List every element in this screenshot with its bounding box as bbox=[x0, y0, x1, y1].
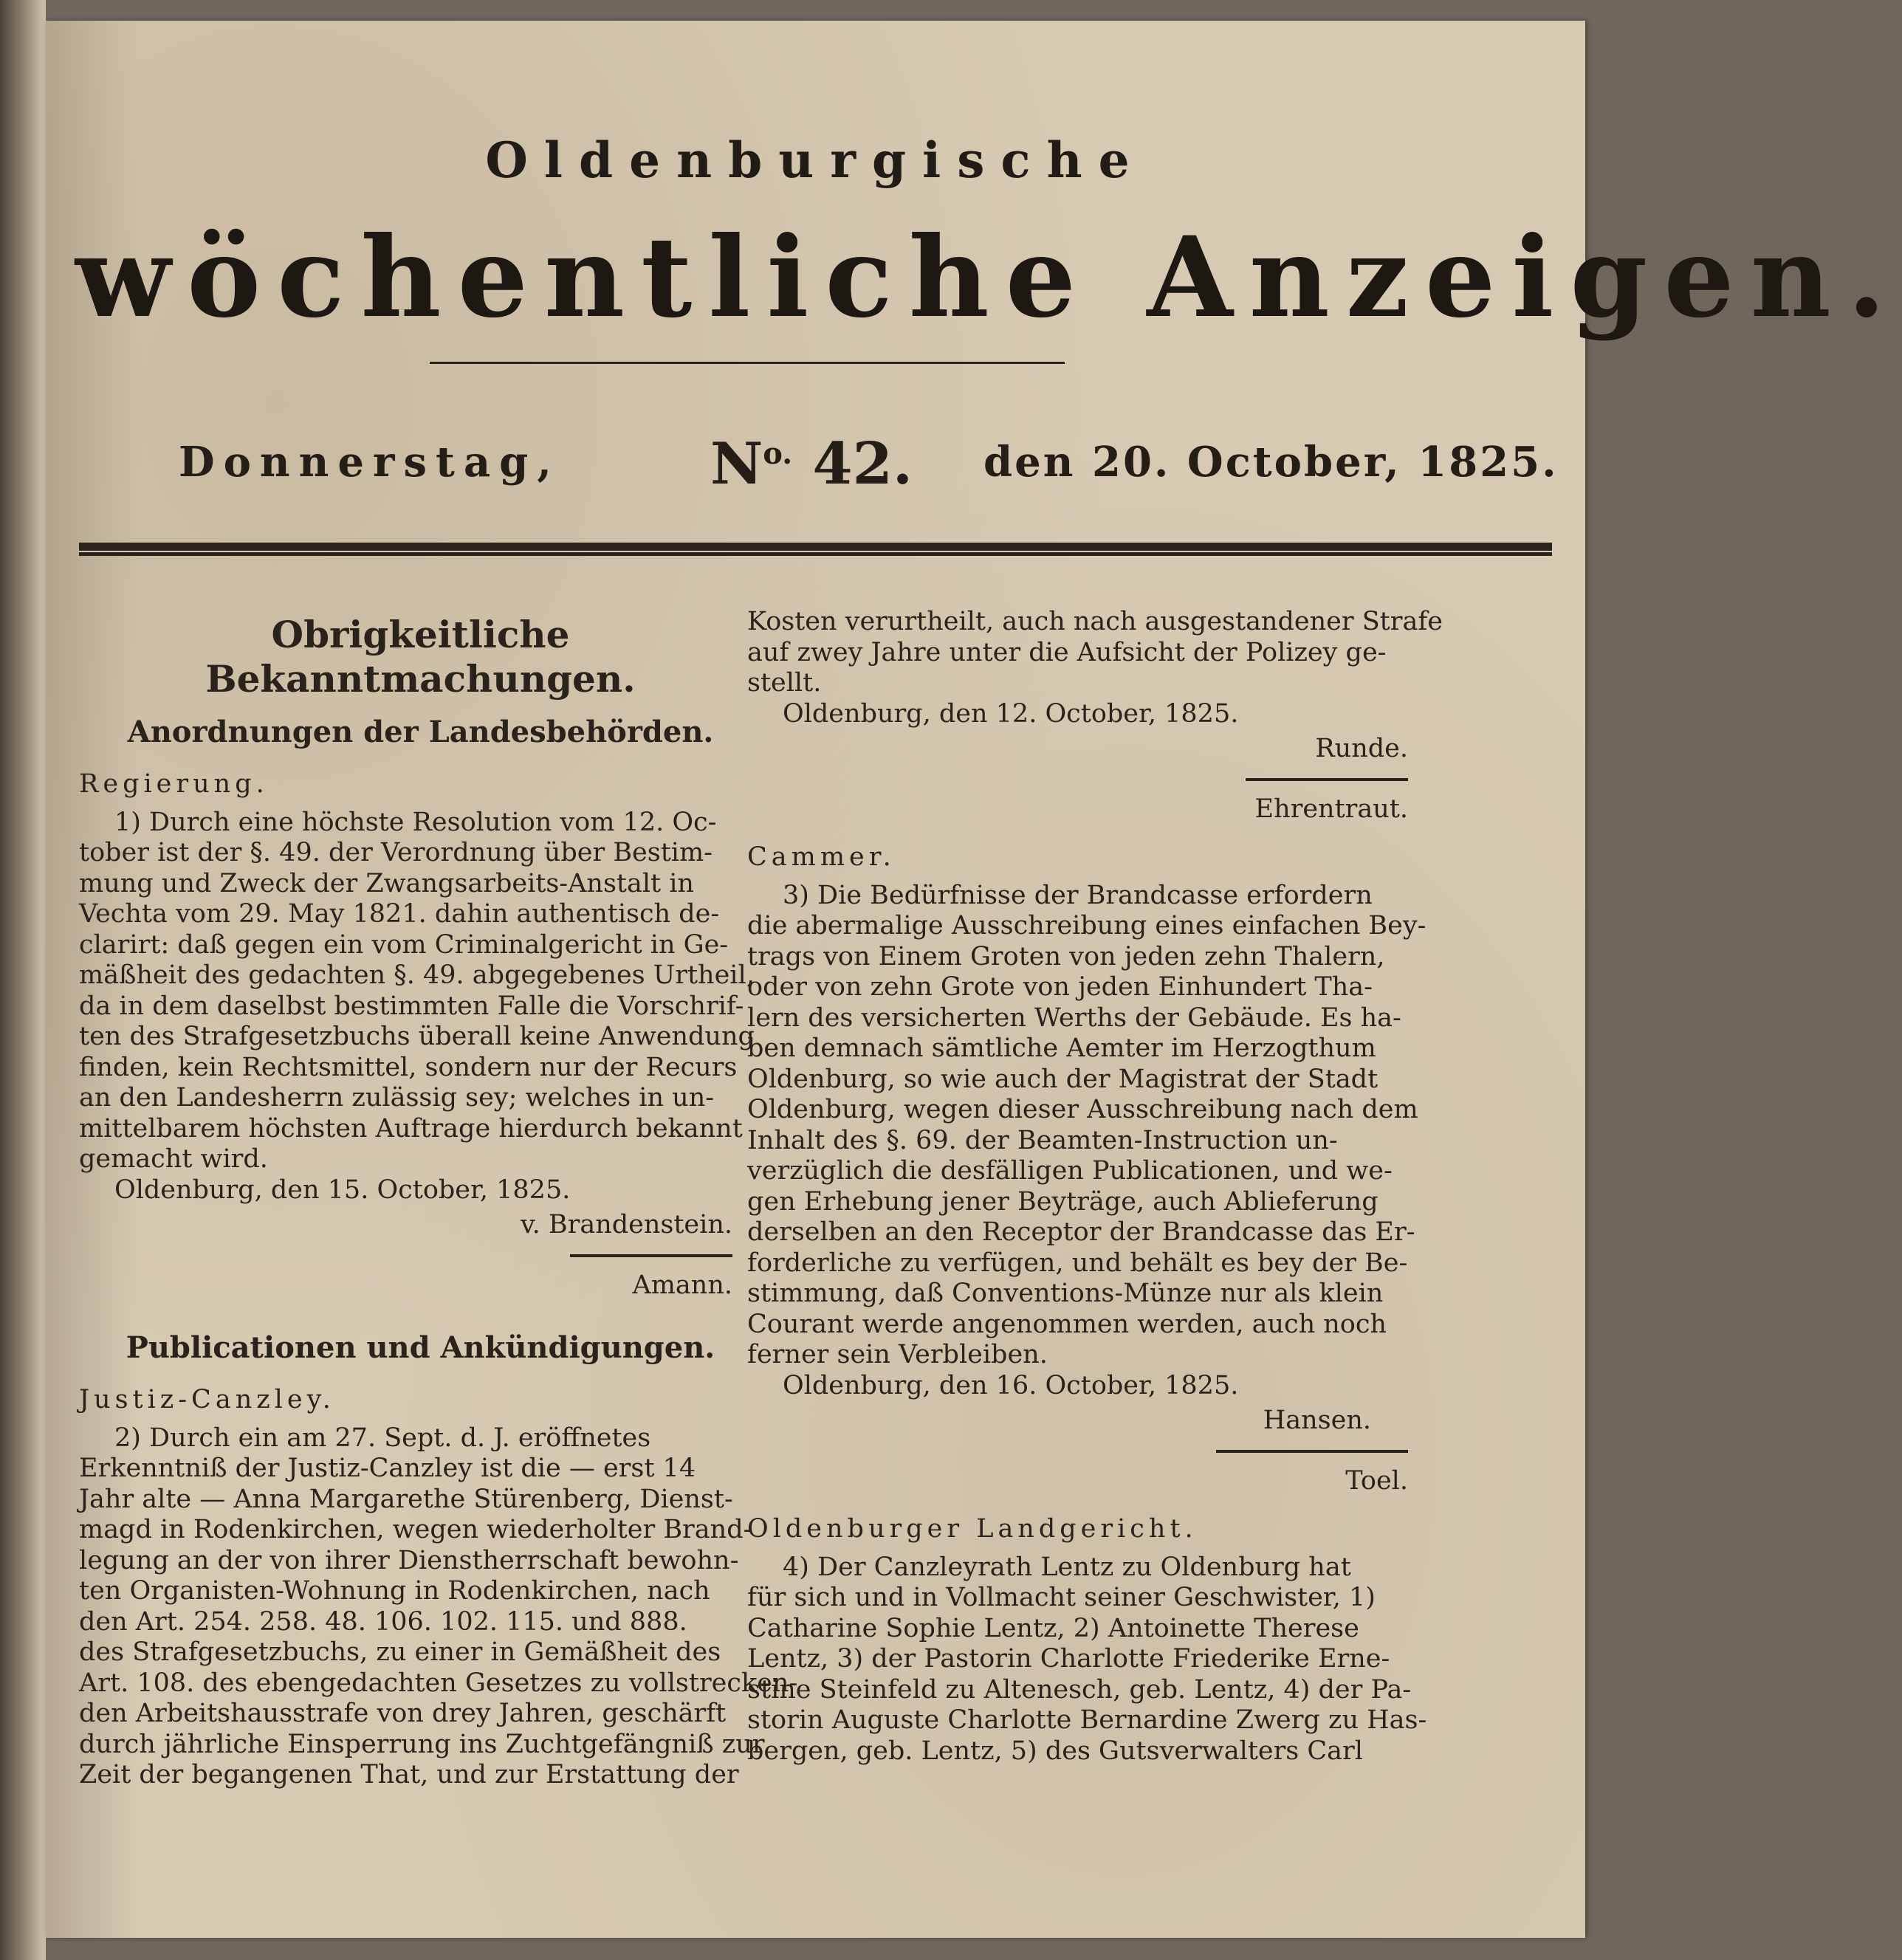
text-line: Art. 108. des ebengedachten Gesetzes zu vollstrecken- bbox=[79, 1668, 798, 1698]
text-line: den Arbeitshausstrafe von drey Jahren, geschärft bbox=[79, 1699, 727, 1728]
issue-number bbox=[710, 430, 913, 498]
notice-1 bbox=[79, 808, 762, 1206]
issue-sup: o. bbox=[763, 436, 793, 471]
signature-hansen: Hansen. bbox=[1263, 1406, 1371, 1435]
text-line: trags von Einem Groten von jeden zehn Thalern, bbox=[747, 941, 1385, 972]
newspaper-page bbox=[46, 21, 1902, 1938]
text-line: da in dem daselbst bestimmten Falle die Vorschrif- bbox=[79, 991, 744, 1021]
text-line: Catharine Sophie Lentz, 2) Antoinette Therese bbox=[747, 1613, 1359, 1643]
text-line: mung und Zweck der Zwangsarbeits-Anstalt in bbox=[79, 868, 694, 898]
dateline bbox=[79, 430, 1559, 498]
text-line: auf zwey Jahre unter die Aufsicht der Polizey ge- bbox=[747, 637, 1387, 667]
place-date: Oldenburg, den 16. October, 1825. bbox=[783, 1370, 1239, 1400]
notice-4 bbox=[747, 1552, 1438, 1767]
masthead-rule bbox=[430, 362, 1065, 364]
signature-rule bbox=[1246, 778, 1408, 781]
section-cammer: Cammer. bbox=[747, 842, 896, 872]
text-line: verzüglich die desfälligen Publicationen, und we- bbox=[747, 1156, 1393, 1186]
text-line: finden, kein Rechtsmittel, sondern nur der Recurs bbox=[79, 1052, 738, 1082]
text-line: stellt. bbox=[747, 668, 822, 698]
text-line: ten des Strafgesetzbuchs überall keine Anwendung bbox=[79, 1022, 755, 1051]
header-double-rule bbox=[79, 543, 1552, 552]
signature-toel: Toel. bbox=[1345, 1465, 1408, 1496]
section-justiz-canzley: Justiz-Canzley. bbox=[79, 1385, 335, 1414]
signature-ehrentraut: Ehrentraut. bbox=[1254, 794, 1408, 824]
text-line: Lentz, 3) der Pastorin Charlotte Friederike Erne- bbox=[747, 1644, 1390, 1674]
issue-prefix: N bbox=[710, 430, 763, 498]
masthead-title: wöchentliche Anzeigen. bbox=[75, 213, 1902, 343]
text-line: gen Erhebung jener Beyträge, auch Ablieferung bbox=[747, 1186, 1379, 1217]
text-line: mittelbarem höchsten Auftrage hierdurch bekannt bbox=[79, 1113, 743, 1144]
text-line: an den Landesherrn zulässig sey; welches in un- bbox=[79, 1083, 715, 1113]
text-line: 3) Die Bedürfnisse der Brandcasse erfordern bbox=[783, 880, 1373, 910]
subheading-authorities: Anordnungen der Landesbehörden. bbox=[127, 715, 714, 749]
text-line: Oldenburg, so wie auch der Magistrat der Stadt bbox=[747, 1064, 1379, 1094]
text-line: Inhalt des §. 69. der Beamten-Instruction un- bbox=[747, 1125, 1338, 1155]
place-date: Oldenburg, den 15. October, 1825. bbox=[114, 1175, 571, 1205]
text-line: 1) Durch eine höchste Resolution vom 12. Oc- bbox=[114, 807, 717, 837]
text-line: gemacht wird. bbox=[79, 1144, 268, 1174]
text-line: die abermalige Ausschreibung eines einfachen Bey- bbox=[747, 911, 1426, 941]
weekday: Donnerstag, bbox=[179, 438, 560, 486]
text-line: Jahr alte — Anna Margarethe Stürenberg, Dienst- bbox=[79, 1484, 733, 1514]
notice-3 bbox=[747, 881, 1438, 1402]
text-line: lern des versicherten Werths der Gebäude. Es ha- bbox=[747, 1003, 1401, 1033]
text-line: bergen, geb. Lentz, 5) des Gutsverwalters Carl bbox=[747, 1736, 1363, 1766]
text-line: ben demnach sämtliche Aemter im Herzogthum bbox=[747, 1034, 1376, 1063]
section-heading-publications: Publicationen und Ankündigungen. bbox=[126, 1330, 715, 1365]
text-line: tober ist der §. 49. der Verordnung über Bestim- bbox=[79, 838, 713, 867]
issue-date: den 20. October, 1825. bbox=[983, 438, 1559, 486]
text-line: den Art. 254. 258. 48. 106. 102. 115. und 888. bbox=[79, 1606, 687, 1637]
signature-amann: Amann. bbox=[632, 1270, 732, 1300]
text-line: Kosten verurtheilt, auch nach ausgestandener Strafe bbox=[747, 607, 1443, 636]
section-landgericht: Oldenburger Landgericht. bbox=[747, 1514, 1198, 1544]
notice-2 bbox=[79, 1423, 798, 1791]
section-regierung: Regierung. bbox=[79, 769, 269, 799]
signature-brandenstein: v. Brandenstein. bbox=[521, 1210, 732, 1239]
text-line: 2) Durch ein am 27. Sept. d. J. eröffnetes bbox=[114, 1423, 651, 1453]
notice-2-continued bbox=[747, 607, 1443, 729]
text-line: ten Organisten-Wohnung in Rodenkirchen, nach bbox=[79, 1576, 710, 1606]
text-line: Courant werde angenommen werden, auch noch bbox=[747, 1309, 1387, 1339]
text-line: 4) Der Canzleyrath Lentz zu Oldenburg hat bbox=[783, 1552, 1351, 1582]
signature-rule bbox=[1216, 1450, 1408, 1453]
right-column bbox=[747, 604, 1443, 1767]
book-spine bbox=[0, 0, 46, 1960]
text-line: mäßheit des gedachten §. 49. abgegebenes Urtheil, bbox=[79, 960, 755, 990]
text-line: stine Steinfeld zu Altenesch, geb. Lentz, 4) der Pa- bbox=[747, 1674, 1412, 1705]
text-line: des Strafgesetzbuchs, zu einer in Gemäßheit des bbox=[79, 1637, 721, 1667]
text-line: storin Auguste Charlotte Bernardine Zwerg zu Has- bbox=[747, 1705, 1427, 1735]
place-date: Oldenburg, den 12. October, 1825. bbox=[783, 698, 1239, 729]
section-heading-official: Obrigkeitliche Bekanntmachungen. bbox=[205, 613, 636, 701]
text-line: Zeit der begangenen That, und zur Erstattung der bbox=[79, 1760, 739, 1789]
text-line: clarirt: daß gegen ein vom Criminalgericht in Ge- bbox=[79, 929, 729, 960]
text-line: Erkenntniß der Justiz-Canzley ist die — erst 14 bbox=[79, 1454, 696, 1483]
issue-value: 42. bbox=[812, 430, 913, 498]
text-line: für sich und in Vollmacht seiner Geschwister, 1) bbox=[747, 1583, 1376, 1612]
text-line: Oldenburg, wegen dieser Ausschreibung nach dem bbox=[747, 1095, 1418, 1124]
text-line: legung an der von ihrer Dienstherrschaft bewohn- bbox=[79, 1545, 739, 1575]
text-line: Vechta vom 29. May 1821. dahin authentisch de- bbox=[79, 899, 720, 929]
text-line: magd in Rodenkirchen, wegen wiederholter Brand- bbox=[79, 1515, 752, 1544]
text-line: durch jährliche Einsperrung ins Zuchtgefängniß zur bbox=[79, 1729, 765, 1759]
text-line: ferner sein Verbleiben. bbox=[747, 1340, 1048, 1369]
text-line: derselben an den Receptor der Brandcasse das Er- bbox=[747, 1217, 1415, 1247]
masthead-subtitle: Oldenburgische bbox=[485, 131, 1146, 189]
text-line: oder von zehn Grote von jeden Einhundert Tha- bbox=[747, 972, 1373, 1002]
text-line: stimmung, daß Conventions-Münze nur als klein bbox=[747, 1279, 1384, 1308]
signature-rule bbox=[570, 1254, 732, 1257]
text-line: forderliche zu verfügen, und behält es bey der Be- bbox=[747, 1248, 1408, 1278]
signature-runde: Runde. bbox=[1315, 734, 1408, 763]
